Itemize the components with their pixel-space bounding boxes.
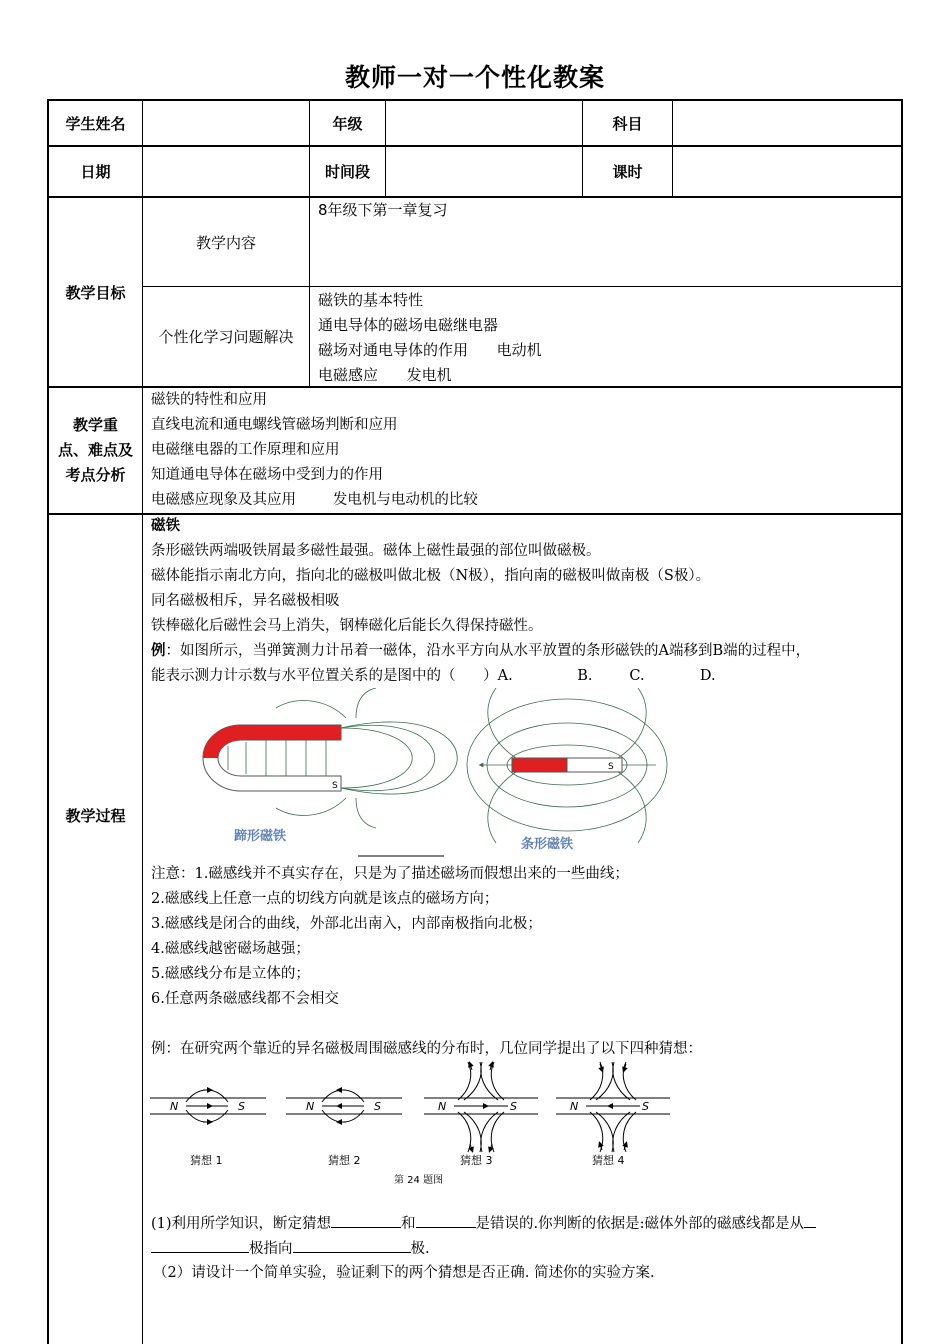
figure-caption: 第 24 题图	[394, 1175, 444, 1186]
svg-text:S: S	[642, 1100, 649, 1113]
svg-text:N: N	[170, 1100, 179, 1113]
list-item: 磁场对通电导体的作用 电动机	[318, 341, 542, 359]
lesson-hours-label: 课时	[612, 163, 643, 181]
time-period-label: 时间段	[324, 163, 370, 181]
answer-blank[interactable]	[151, 1236, 249, 1253]
date-field[interactable]	[143, 147, 309, 196]
magnet-field-figure	[186, 688, 686, 858]
goals-label: 教学目标	[65, 283, 126, 302]
guess-2	[286, 1090, 402, 1122]
time-period-field[interactable]	[386, 147, 582, 196]
guess-caption: 猜想 2	[328, 1154, 361, 1167]
guess-1	[150, 1090, 266, 1122]
svg-text:S: S	[238, 1100, 245, 1113]
key-points-list	[151, 388, 478, 513]
process-label: 教学过程	[65, 806, 126, 825]
bar-magnet-caption: 条形磁铁	[521, 837, 574, 852]
list-item: 知道通电导体在磁场中受到力的作用	[151, 467, 383, 483]
svg-text:N: N	[570, 1100, 579, 1113]
paragraph: 条形磁铁两端吸铁屑最多磁性最强。磁体上磁性最强的部位叫做磁极。	[151, 543, 601, 559]
lesson-hours-field[interactable]	[673, 147, 901, 196]
list-item: 磁铁的特性和应用	[151, 392, 267, 408]
example-2: 例：在研究两个靠近的异名磁极周围磁感线的分布时，几位同学提出了以下四种猜想：	[151, 1041, 702, 1057]
svg-text:S: S	[374, 1100, 381, 1113]
subject-label: 科目	[612, 114, 643, 133]
content-value: 8年级下第一章复习	[318, 201, 448, 219]
paragraph: 同名磁极相斥，异名磁极相吸	[151, 593, 340, 609]
question-1-line-1: (1)利用所学知识，断定猜想 和 是错误的.你判断的依据是:磁体外部的磁感线都是从	[151, 1211, 816, 1237]
pole-s-label: S	[608, 762, 614, 772]
u-magnet	[203, 688, 457, 844]
answer-blank[interactable]	[804, 1211, 816, 1228]
list-item: 注意：1.磁感线并不真实存在，只是为了描述磁场而假想出来的一些曲线；	[151, 866, 629, 882]
list-item: 3.磁感线是闭合的曲线，外部北出南入，内部南极指向北极；	[151, 916, 542, 932]
svg-text:N: N	[306, 1100, 315, 1113]
list-item: 电磁继电器的工作原理和应用	[151, 442, 340, 458]
example-1-line-2: 能表示测力计示数与水平位置关系的是图中的（ ）A. B. C. D.	[151, 668, 716, 684]
svg-text:N: N	[438, 1100, 447, 1113]
bar-magnet	[467, 688, 667, 852]
guess-figure	[148, 1060, 678, 1188]
answer-blank[interactable]	[416, 1211, 476, 1228]
pole-s-label: S	[332, 781, 338, 791]
page-title: 教师一对一个性化教案	[344, 63, 605, 92]
answer-blank[interactable]	[293, 1236, 411, 1253]
guess-caption: 猜想 3	[460, 1154, 493, 1167]
magnet-section	[151, 514, 810, 689]
question-2: （2）请设计一个简单实验，验证剩下的两个猜想是否正确. 简述你的实验方案.	[153, 1265, 655, 1281]
list-item: 磁铁的基本特性	[318, 291, 424, 309]
list-item: 直线电流和通电螺线管磁场判断和应用	[151, 417, 398, 433]
example-1-line-1: 例：如图所示，当弹簧测力计吊着一磁体，沿水平方向从水平放置的条形磁铁的A端移到B端的过程中，	[151, 643, 811, 659]
question-1-line-2: 极指向 极.	[151, 1236, 430, 1262]
svg-text:S: S	[510, 1100, 517, 1113]
section-heading: 磁铁	[151, 518, 180, 534]
list-item: 2.磁感线上任意一点的切线方向就是该点的磁场方向；	[151, 891, 499, 907]
list-item: 电磁感应 发电机	[318, 366, 452, 384]
paragraph: 磁体能指示南北方向，指向北的磁极叫做北极（N极），指向南的磁极叫做南极（S极）。	[151, 568, 711, 584]
list-item: 4.磁感线越密磁场越强；	[151, 941, 310, 957]
date-label: 日期	[80, 163, 111, 181]
paragraph: 铁棒磁化后磁性会马上消失，钢棒磁化后能长久得保持磁性。	[151, 618, 543, 634]
u-magnet-caption: 蹄形磁铁	[234, 829, 287, 844]
key-points-label: 教学重 点、难点及 考点分析	[57, 416, 133, 484]
grade-field[interactable]	[386, 101, 582, 145]
student-name-label: 学生姓名	[65, 114, 126, 133]
grade-label: 年级	[332, 114, 363, 133]
guess-caption: 猜想 1	[190, 1154, 223, 1167]
personal-problem-list	[318, 288, 542, 388]
notes-list	[151, 862, 629, 1012]
student-name-field[interactable]	[143, 101, 309, 145]
list-item: 电磁感应现象及其应用 发电机与电动机的比较	[151, 492, 478, 508]
list-item: 6.任意两条磁感线都不会相交	[151, 991, 339, 1007]
subject-field[interactable]	[673, 101, 901, 145]
list-item: 通电导体的磁场电磁继电器	[318, 316, 499, 334]
answer-blank[interactable]	[331, 1211, 401, 1228]
guess-caption: 猜想 4	[592, 1154, 625, 1167]
list-item: 5.磁感线分布是立体的；	[151, 966, 310, 982]
personal-problem-label: 个性化学习问题解决	[158, 328, 294, 346]
content-label: 教学内容	[195, 233, 256, 252]
